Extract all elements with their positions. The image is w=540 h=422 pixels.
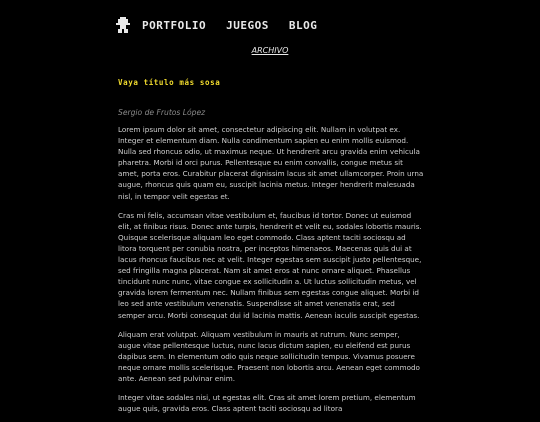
archive-link[interactable]: ARCHIVO: [251, 46, 289, 55]
post-paragraph: Integer vitae sodales nisi, ut egestas elit. Cras sit amet lorem pretium, elementum augue quis, gravida eros. Class aptent taciti sociosqu ad litora: [118, 393, 416, 414]
blog-post: [118, 78, 424, 422]
pixel-figure-icon[interactable]: [116, 17, 130, 33]
post-paragraph: Lorem ipsum dolor sit amet, consectetur adipiscing elit. Nullam in volutpat ex. Integer et elementum diam. Nulla condimentum sapien eu enim mollis euismod. Nulla sed rhoncus odio, ut maximus neque. Ut hendrerit arcu gravida enim vehicula pharetra. Morbi id orci purus. Pellentesque eu enim convallis, congue metus sit amet, porta eros. Curabitur placerat dignissim lacus sit amet ullamcorper. Proin urna augue, rhoncus quis quam eu, suscipit lacinia metus. Integer hendrerit malesuada nisl, in tempor velit egestas et.: [118, 125, 424, 201]
post-author: Sergio de Frutos López: [118, 108, 206, 117]
nav-link-blog[interactable]: BLOG: [288, 18, 318, 32]
post-title: Vaya título más sosa: [118, 78, 221, 87]
nav-link-portfolio[interactable]: PORTFOLIO: [142, 18, 207, 32]
top-nav: [116, 15, 337, 35]
archive-bar: [0, 46, 540, 55]
post-paragraph: Cras mi felis, accumsan vitae vestibulum et, faucibus id tortor. Donec ut euismod elit, at finibus risus. Donec ante turpis, hendrerit et velit eu, sodales lobortis mauris. Quisque scelerisque aliquam leo eget commodo. Class aptent taciti sociosqu ad litora torquent per conubia nostra, per inceptos himenaeos. Maecenas quis dui at lacus rhoncus faucibus nec at velit. Integer egestas sem suscipit justo pellentesque, sed fringilla magna placerat. Nam sit amet eros at nunc ornare aliquet. Phasellus tincidunt nunc nunc, vitae congue ex sollicitudin a. Ut luctus sollicitudin metus, vel gravida lorem fermentum nec. Nullam finibus sem egestas congue aliquet. Morbi id leo sed ante vestibulum venenatis. Suspendisse sit amet venenatis erat, sed semper arcu. Morbi consequat dui id lacinia mattis. Aenean iaculis suscipit egestas.: [118, 210, 422, 320]
post-paragraph: Aliquam erat volutpat. Aliquam vestibulum in mauris at rutrum. Nunc semper, augue vitae pellentesque luctus, nunc lacus dictum sapien, eu eleifend est purus dapibus sem. In elementum odio quis neque sollicitudin tempus. Vivamus posuere neque ornare mollis scelerisque. Praesent non lobortis arcu. Aenean eget commodo ante. Aenean sed pulvinar enim.: [118, 329, 420, 383]
nav-link-juegos[interactable]: JUEGOS: [226, 18, 269, 32]
